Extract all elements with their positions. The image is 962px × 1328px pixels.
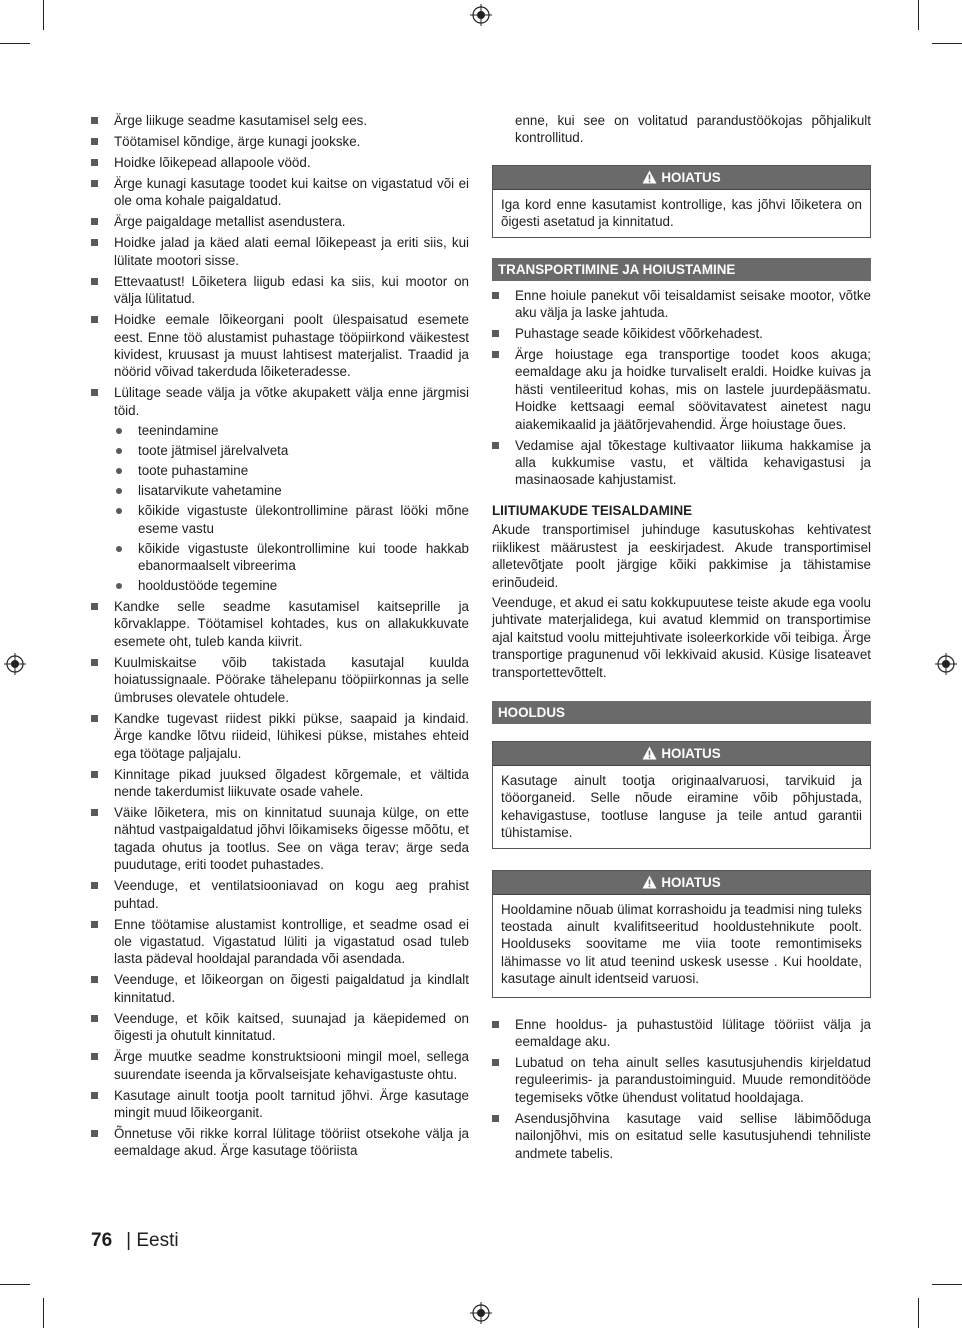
list-item: Ärge liikuge seadme kasutamisel selg ees. xyxy=(91,112,469,129)
crop-mark xyxy=(0,43,30,44)
list-item: Enne hooldus- ja puhastustöid lülitage tööriist välja ja eemaldage aku. xyxy=(492,1016,871,1051)
crop-mark xyxy=(43,0,44,30)
section-title-maintenance: HOOLDUS xyxy=(492,701,871,724)
list-item: Kuulmiskaitse võib takistada kasutajal kuulda hoiatussignaale. Pöörake tähelepanu tööpiirkonnas ja selle ümbruses olevatele ohtudele. xyxy=(91,654,469,706)
sub-list xyxy=(114,422,469,594)
crop-mark xyxy=(932,43,962,44)
list-item: Kandke selle seadme kasutamisel kaitseprille ja kõrvaklappe. Töötamisel kohtades, kus on allakukkuvate esemete oht, tuleb kanda kiivrit. xyxy=(91,598,469,650)
paragraph: Veenduge, et akud ei satu kokkupuutese teiste akude ega voolu juhtivate materjalidega, kui avatud klemmid on transportimise ajal kaitstud voolu mittejuhtivate isoleerkorkide või teibiga. Ärge transportige pragunenud või lekkivaid akusid. Küsige lisateavet transportettevõttelt. xyxy=(492,594,871,680)
list-item: Õnnetuse või rikke korral lülitage tööriist otsekohe välja ja eemaldage akud. Ärge kasutage tööriista xyxy=(91,1125,469,1160)
sub-list-item: lisatarvikute vahetamine xyxy=(114,482,469,499)
registration-mark-icon xyxy=(470,1302,492,1324)
list-item-text: Lülitage seade välja ja võtke akupakett välja enne järgmisi töid. xyxy=(114,385,469,418)
warning-triangle-icon xyxy=(642,170,657,184)
warning-box xyxy=(492,165,871,238)
warning-text: Iga kord enne kasutamist kontrollige, kas jõhvi lõiketera on õigesti asetatud ja kinnitatud. xyxy=(501,196,862,230)
safety-list xyxy=(91,112,469,1160)
list-item: Ärge hoiustage ega transportige toodet koos akuga; eemaldage aku ja hoidke turvaliselt eraldi. Hoidke kuivas ja hästi ventileeritud kohas, mis on lastele juurdepääsmatu. Hoidke kettsaagi eemal söövitavatest ainetest nagu aiakemikaalid ja jäätõrjevahendid. Ärge hoiustage õues. xyxy=(492,346,871,433)
sub-list-item: toote jätmisel järelvalveta xyxy=(114,442,469,459)
list-item: Kinnitage pikad juuksed õlgadest kõrgemale, et vältida nende takerdumist liikuvate osade vahele. xyxy=(91,766,469,801)
sub-list-item: kõikide vigastuste ülekontrollimine pärast lööki mõne eseme vastu xyxy=(114,502,469,537)
language-label: | Eesti xyxy=(126,1230,179,1251)
list-item: Veenduge, et lõikeorgan on õigesti paigaldatud ja kindlalt kinnitatud. xyxy=(91,971,469,1006)
warning-triangle-icon xyxy=(642,746,657,760)
list-item: Asendusjõhvina kasutage vaid sellise läbimõõduga nailonjõhvi, mis on esitatud selle kasutusjuhendi tehniliste andmete tabelis. xyxy=(492,1110,871,1162)
left-column xyxy=(91,112,469,1163)
crop-mark xyxy=(918,1298,919,1328)
warning-header xyxy=(493,166,870,190)
list-item: Vedamise ajal tõkestage kultivaator liikuma hakkamise ja alla kukkumise vastu, et vältida kehavigastusi ja masinaosade kahjustamist. xyxy=(492,437,871,489)
list-item: Veenduge, et kõik kaitsed, suunajad ja käepidemed on õigesti ja ohutult kinnitatud. xyxy=(91,1010,469,1045)
warning-text: Kasutage ainult tootja originaalvaruosi, tarvikuid ja tööorganeid. Selle nõude eiramine võib põhjustada, kehavigastuse, tootluse languse ja teile antud garantii tühistamise. xyxy=(501,772,862,841)
list-item: Lubatud on teha ainult selles kasutusjuhendis kirjeldatud reguleerimis- ja parandustoiminguid. Muude remonditööde tegemiseks võtke ühendust volitatud hooldajaga. xyxy=(492,1054,871,1106)
list-item: Ärge muutke seadme konstruktsiooni mingil moel, sellega suurendate iseenda ja kõrvalseisjate kehavigastuste ohtu. xyxy=(91,1048,469,1083)
list-item: Ettevaatust! Lõiketera liigub edasi ka siis, kui mootor on välja lülitatud. xyxy=(91,273,469,308)
section-title-transport: TRANSPORTIMINE JA HOIUSTAMINE xyxy=(492,258,871,281)
paragraph: Akude transportimisel juhinduge kasutuskohas kehtivatest riiklikest määrustest ja eeskirjadest. Akude transportimisel alletevõtjate poolt järgige kõiki pakkimise ja tähistamise erinõudeid. xyxy=(492,522,871,590)
sub-list-item: toote puhastamine xyxy=(114,462,469,479)
list-item: Enne hoiule panekut või teisaldamist seisake mootor, võtke aku välja ja laske jahtuda. xyxy=(492,287,871,322)
warning-label: HOIATUS xyxy=(661,874,721,890)
list-item: Kandke tugevast riidest pikki pükse, saapaid ja kindaid. Ärge kandke lõtvu riideid, lühikesi pükse, mistahes ehteid ega töötage paljajalu. xyxy=(91,710,469,762)
registration-mark-icon xyxy=(935,653,957,675)
sub-list-item: kõikide vigastuste ülekontrollimine kui toode hakkab ebanormaalselt vibreerima xyxy=(114,540,469,575)
sub-list-item: teenindamine xyxy=(114,422,469,439)
warning-box xyxy=(492,870,871,998)
list-item: Väike lõiketera, mis on kinnitatud suunaja külge, on ette nähtud vastpaigaldatud jõhvi lõikamiseks õigesse mõõtu, et tagada ohutus ja tootlus. See on väga terav; ärge seda puudutage, eriti toodet puhastades. xyxy=(91,804,469,874)
warning-label: HOIATUS xyxy=(661,169,721,185)
registration-mark-icon xyxy=(4,653,26,675)
list-item: Kasutage ainult tootja poolt tarnitud jõhvi. Ärge kasutage mingit muud lõikeorganit. xyxy=(91,1087,469,1122)
list-item: Ärge kunagi kasutage toodet kui kaitse on vigastatud või ei ole oma kohale paigaldatud. xyxy=(91,175,469,210)
crop-mark xyxy=(0,1284,30,1285)
warning-header xyxy=(493,742,870,766)
list-item: Ärge paigaldage metallist asendustera. xyxy=(91,213,469,230)
warning-label: HOIATUS xyxy=(661,745,721,761)
list-item: Hoidke lõikepead allapoole vööd. xyxy=(91,154,469,171)
continued-text: enne, kui see on volitatud parandustöökojas põhjalikult kontrollitud. xyxy=(515,113,871,146)
crop-mark xyxy=(918,0,919,30)
list-item: Veenduge, et ventilatsiooniavad on kogu aeg prahist puhtad. xyxy=(91,877,469,912)
warning-triangle-icon xyxy=(642,875,657,889)
maintenance-list xyxy=(492,1016,871,1162)
list-item: Enne töötamise alustamist kontrollige, et seadme osad ei ole vigastatud. Vigastatud lüliti ja vigastatud osad tuleb lasta pädeval hooldajal parandada või asendada. xyxy=(91,916,469,968)
registration-mark-icon xyxy=(470,4,492,26)
list-item: Puhastage seade kõikidest võõrkehadest. xyxy=(492,325,871,342)
transport-list xyxy=(492,287,871,489)
page-footer xyxy=(91,1230,179,1252)
warning-box xyxy=(492,741,871,849)
subsection-title-battery: LIITIUMAKUDE TEISALDAMINE xyxy=(492,502,693,518)
warning-text: Hooldamine nõuab ülimat korrashoidu ja teadmisi ning tuleks teostada ainult kvalifitseeritud hooldustehnikute poolt. Hoolduseks soovitame me viia toote remontimiseks lähimasse vo lit atud teenind uskesk usesse . Kui hooldate, kasutage ainult identseid varuosi. xyxy=(501,901,863,987)
list-item: Töötamisel kõndige, ärge kunagi jookske. xyxy=(91,133,469,150)
crop-mark xyxy=(43,1298,44,1328)
list-item: Hoidke jalad ja käed alati eemal lõikepeast ja eriti siis, kui lülitate mootori sisse. xyxy=(91,234,469,269)
crop-mark xyxy=(932,1284,962,1285)
sub-list-item: hooldustööde tegemine xyxy=(114,577,469,594)
right-column xyxy=(492,112,871,1166)
warning-header xyxy=(493,871,870,895)
list-item: Hoidke eemale lõikeorgani poolt ülespaisatud esemete eest. Enne töö alustamist puhastage tööpiirkond väikestest kividest, kruusast ja muust lahtisest materjalist. Traadid ja nöörid võivad takerduda lõiketeradesse. xyxy=(91,311,469,381)
page-number: 76 xyxy=(91,1230,113,1251)
list-item xyxy=(91,384,469,594)
